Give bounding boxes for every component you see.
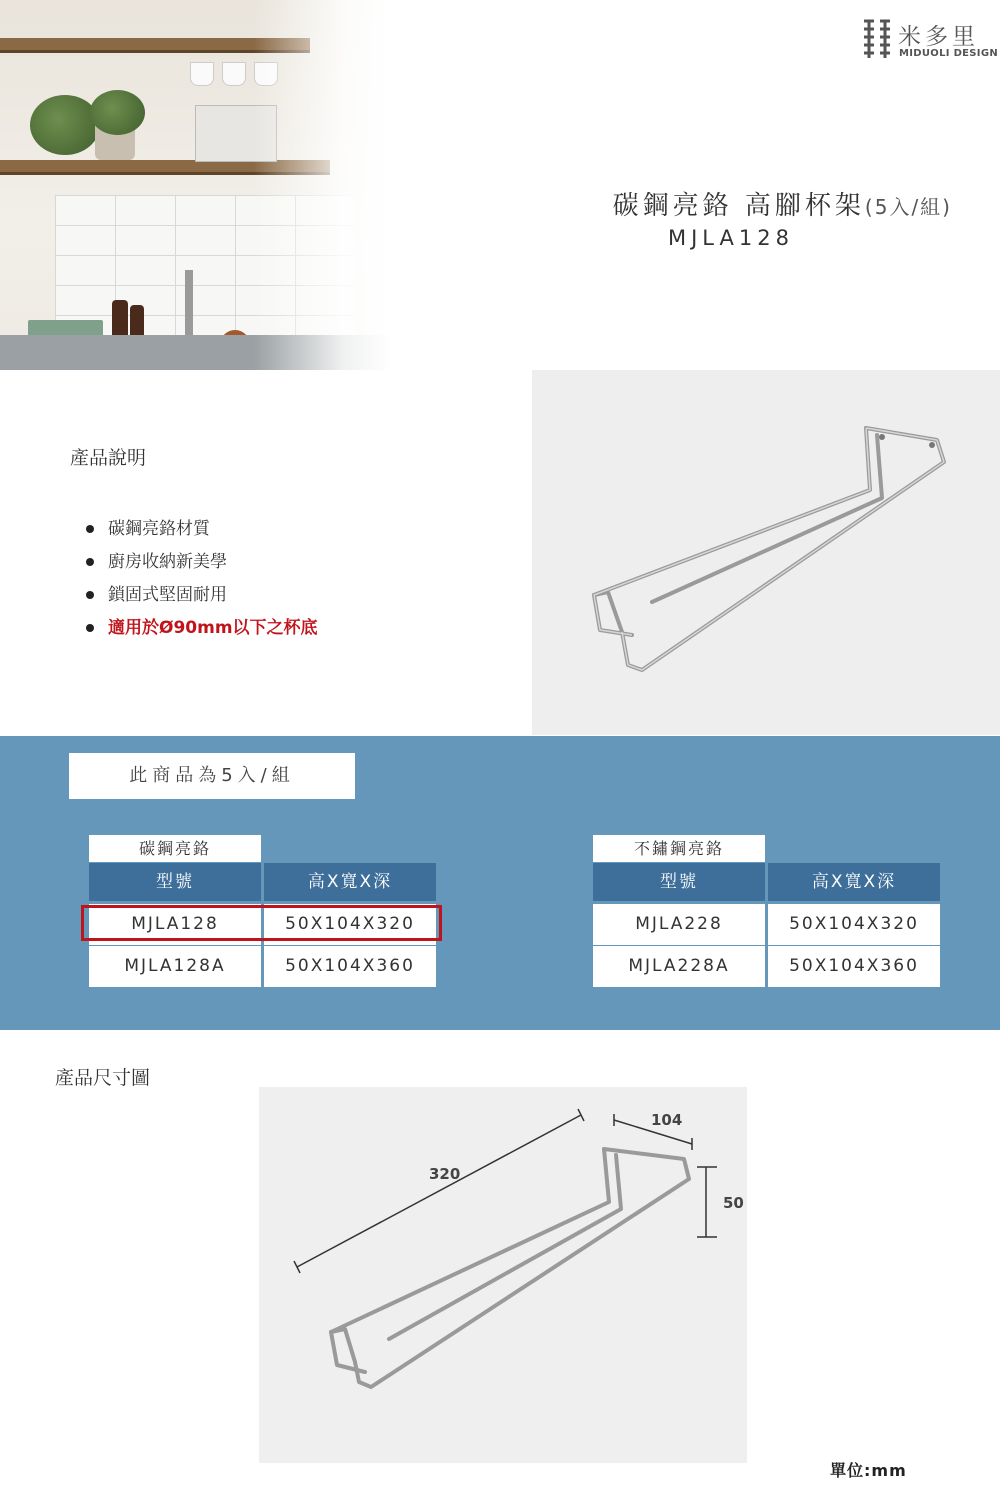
dimension-width-label: 104 [651,1111,683,1129]
table-cell-size: 50X104X360 [264,946,436,987]
unit-label: 單位:mm [830,1461,907,1480]
table-header-size: 高X寬X深 [768,863,940,901]
table-cell-model: MJLA228 [593,904,765,945]
glass-rack-illustration [532,370,1000,735]
highlight-frame [81,905,442,941]
dimension-heading: 產品尺寸圖 [55,1067,151,1089]
product-title-suffix: (5入/組) [864,195,952,219]
feature-item-highlight: 適用於Ø90mm以下之杯底 [86,612,318,645]
table-header-model: 型號 [89,863,261,901]
set-note: 此商品為5入/組 [69,753,355,799]
feature-item: 碳鋼亮鉻材質 [86,513,318,546]
table-cell-model: MJLA128 [89,904,261,945]
feature-list [86,513,318,645]
dimension-illustration [259,1087,747,1463]
feature-item: 廚房收納新美學 [86,546,318,579]
brand-name-cn: 米多里 [898,24,979,50]
dimension-height-label: 50 [723,1194,744,1212]
product-model: MJLA128 [668,226,794,250]
product-title-main: 碳鋼亮鉻 高腳杯架 [612,191,865,221]
photo-fade [0,0,390,370]
brand-logo-icon [862,18,892,60]
table-cell-size: 50X104X320 [264,904,436,945]
table-label-stainless-steel: 不鏽鋼亮鉻 [593,835,765,862]
hero-kitchen-photo [0,0,390,370]
dimension-diagram [259,1087,747,1463]
brand-name-en: MIDUOLI DESIGN [899,48,998,59]
table-cell-size: 50X104X360 [768,946,940,987]
product-title [613,185,952,222]
feature-item: 鎖固式堅固耐用 [86,579,318,612]
product-photo [532,370,1000,735]
table-label-carbon-steel: 碳鋼亮鉻 [89,835,261,862]
table-cell-model: MJLA128A [89,946,261,987]
table-cell-model: MJLA228A [593,946,765,987]
table-header-model: 型號 [593,863,765,901]
table-cell-size: 50X104X320 [768,904,940,945]
dimension-length-label: 320 [429,1165,461,1183]
table-header-size: 高X寬X深 [264,863,436,901]
description-heading: 產品說明 [70,447,147,469]
